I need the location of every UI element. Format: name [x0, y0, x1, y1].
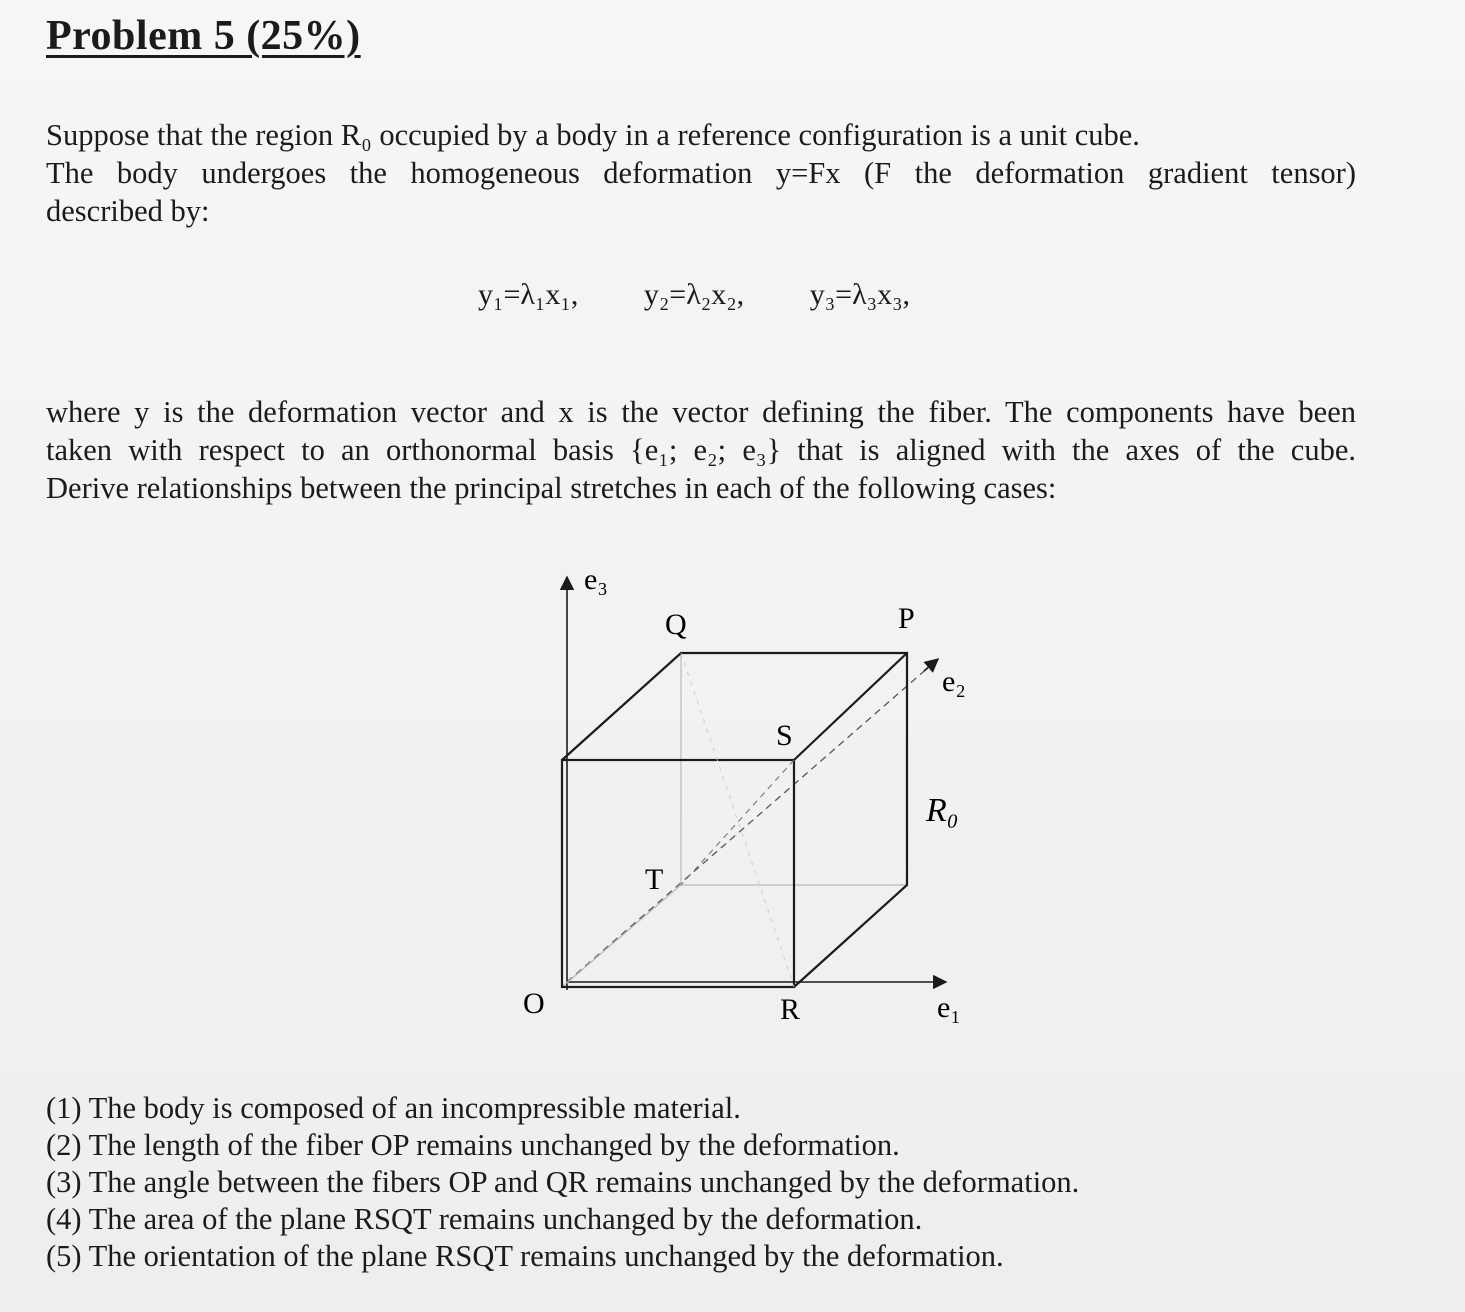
diagonal-S-to-T: [681, 760, 794, 885]
point-Q-label: Q: [665, 608, 687, 641]
explanation-line-1: where y is the deformation vector and x is the vector defining the fiber. The components have been: [46, 395, 1356, 429]
cube-hidden-edge-depth: [562, 885, 681, 987]
intro-line-1: Suppose that the region R₀ occupied by a body in a reference configuration is a unit cube.: [46, 118, 1140, 152]
case-item: (2) The length of the fiber OP remains unchanged by the deformation.: [46, 1128, 900, 1162]
unit-cube-figure: [480, 555, 1040, 1035]
intro-line-2: The body undergoes the homogeneous deformation y=Fx (F the deformation gradient tensor): [46, 156, 1356, 190]
cube-top-right-edge: [794, 653, 907, 760]
case-item: (5) The orientation of the plane RSQT remains unchanged by the deformation.: [46, 1239, 1004, 1273]
equation-y1: y₁=λ₁x₁,: [478, 278, 579, 311]
axis-e2-line: [567, 659, 938, 982]
equation-y3: y₃=λ₃x₃,: [809, 278, 911, 311]
point-O-label: O: [523, 987, 545, 1020]
explanation-line-3: Derive relationships between the principal stretches in each of the following cases:: [46, 471, 1057, 505]
point-T-label: T: [645, 863, 664, 896]
problem-title: Problem 5 (25%): [46, 13, 361, 59]
explanation-line-2: taken with respect to an orthonormal basis {e₁; e₂; e₃} that is aligned with the axes of the cube.: [46, 433, 1356, 467]
axis-e2-label: e₂: [942, 665, 966, 698]
region-R0-label: R₀: [926, 792, 959, 829]
equation-y2: y₂=λ₂x₂,: [643, 278, 745, 311]
explanation-paragraph: [46, 393, 1356, 507]
point-R-label: R: [780, 993, 801, 1026]
case-item: (4) The area of the plane RSQT remains unchanged by the deformation.: [46, 1202, 923, 1236]
deformation-equations: [478, 278, 910, 312]
case-item: (1) The body is composed of an incompressible material.: [46, 1091, 741, 1125]
cube-front-face: [562, 760, 794, 987]
cases-list: [46, 1090, 1079, 1275]
intro-paragraph: [46, 116, 1356, 230]
intro-line-3: described by:: [46, 194, 210, 228]
axis-e1-label: e₁: [937, 991, 961, 1024]
axis-e3-label: e₃: [584, 563, 608, 596]
case-item: (3) The angle between the fibers OP and QR remains unchanged by the deformation.: [46, 1165, 1080, 1199]
point-P-label: P: [898, 602, 915, 635]
point-S-label: S: [776, 719, 793, 752]
diagonal-Q-to-R: [681, 653, 794, 987]
axis-e2-arrow-tip: [924, 659, 938, 671]
